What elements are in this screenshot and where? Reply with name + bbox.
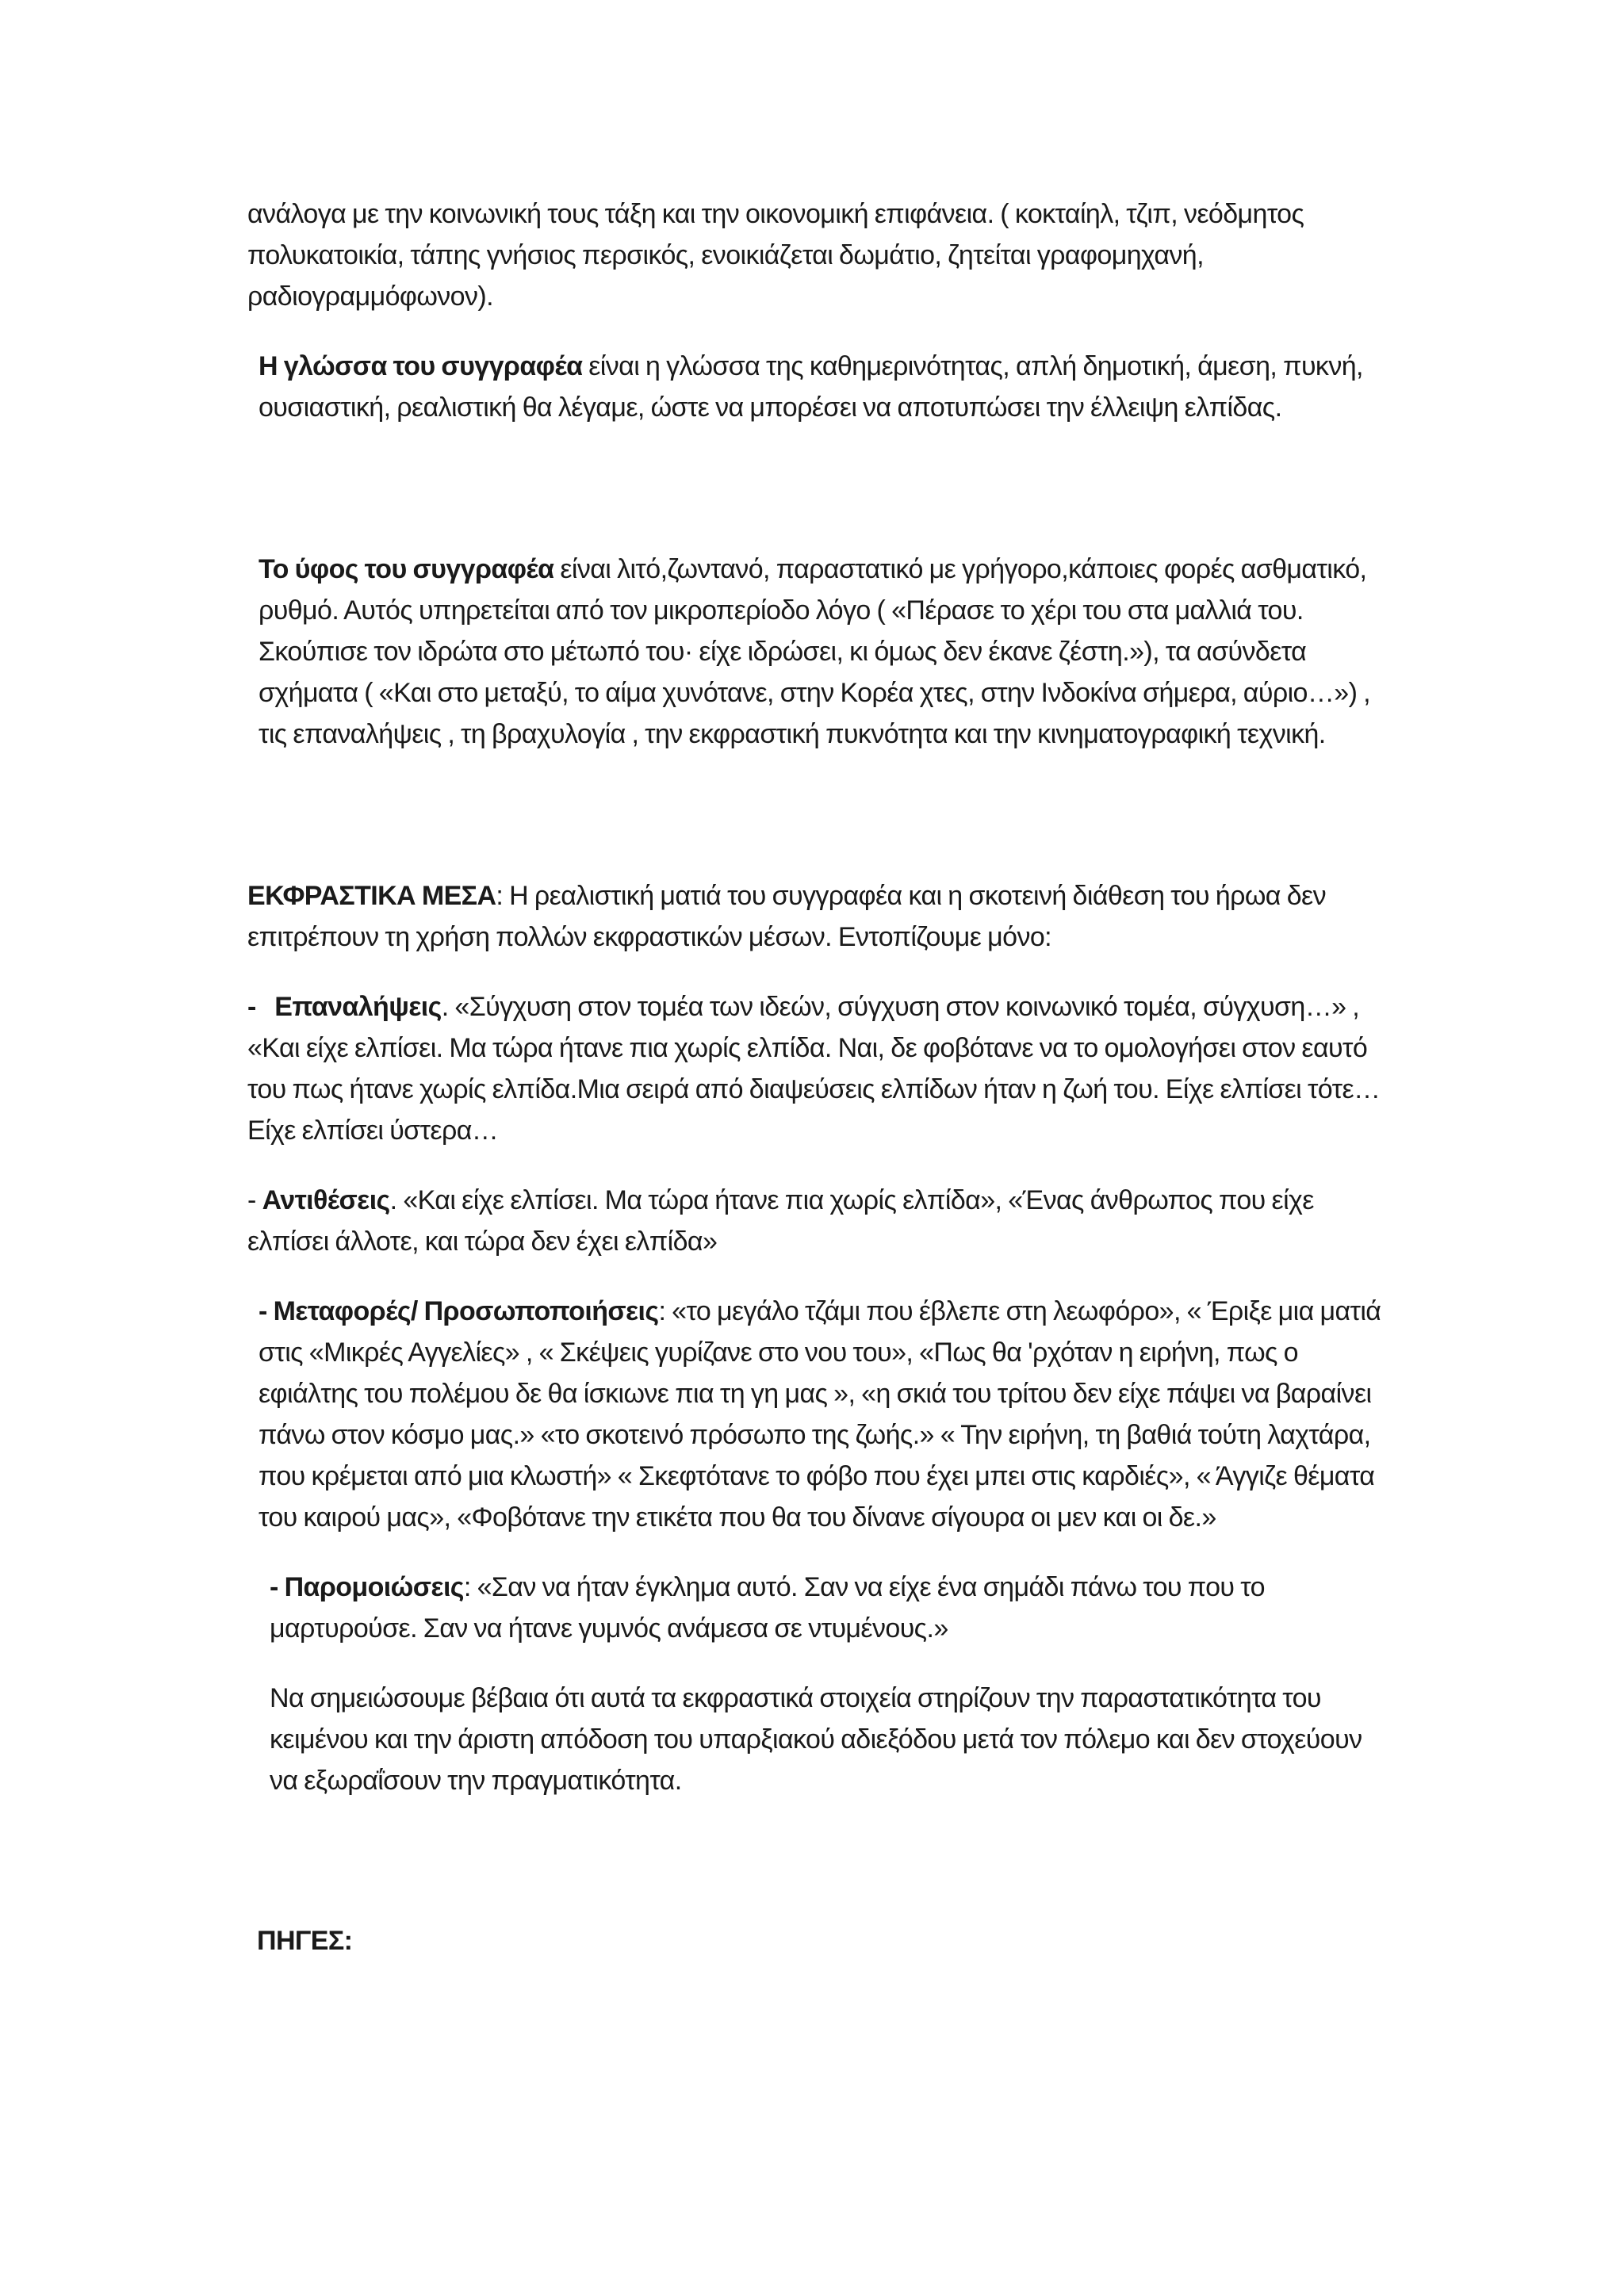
style-paragraph — [247, 549, 1389, 755]
antitheses-heading: Αντιθέσεις — [262, 1185, 390, 1215]
style-heading: Το ύφος του συγγραφέα — [259, 554, 554, 584]
style-text: είναι λιτό,ζωντανό, παραστατικό με γρήγορο,κάποιες φορές ασθματικό, ρυθμό. Αυτός υπηρετείται από τον μικροπερίοδο λόγο ( «Πέρασε το χέρι του στα μαλλιά του. Σκούπισε τον ιδρώτα στο μέτωπό του· είχε ιδρώσει, κι όμως δεν έκανε ζέστη.»), τα ασύνδετα σχήματα ( «Και στο μεταξύ, το αίμα χυνότανε, στην Κορέα χτες, στην Ινδοκίνα σήμερα, αύριο…») , τις επαναλήψεις , τη βραχυλογία , την εκφραστική πυκνότητα και την κινηματογραφική τεχνική. — [259, 554, 1370, 749]
repetitions-paragraph — [247, 986, 1389, 1151]
antitheses-paragraph — [247, 1180, 1389, 1262]
repetitions-text: . «Σύγχυση στον τομέα των ιδεών, σύγχυση στον κοινωνικό τομέα, σύγχυση…» , «Και είχε ελπίσει. Μα τώρα ήτανε πια χωρίς ελπίδα. Ναι, δε φοβότανε να το ομολογήσει στον εαυτό του πως ήτανε χωρίς ελπίδα.Μια σειρά από διαψεύσεις ελπίδων ήταν η ζωή του. Είχε ελπίσει τότε… Είχε ελπίσει ύστερα… — [247, 992, 1381, 1146]
language-text: είναι η γλώσσα της καθημερινότητας, απλή δημοτική, άμεση, πυκνή, ουσιαστική, ρεαλιστική θα λέγαμε, ώστε να μπορέσει να αποτυπώσει την έλλειψη ελπίδας. — [259, 351, 1363, 423]
intro-paragraph: ανάλογα με την κοινωνική τους τάξη και την οικονομική επιφάνεια. ( κοκταίηλ, τζιπ, νεόδμητος πολυκατοικία, τάπης γνήσιος περσικός, ενοικιάζεται δωμάτιο, ζητείται γραφομηχανή, ραδιογραμμόφωνον). — [247, 199, 1304, 312]
similes-text: : «Σαν να ήταν έγκλημα αυτό. Σαν να είχε ένα σημάδι πάνω του που το μαρτυρούσε. Σαν να ήτανε γυμνός ανάμεσα σε ντυμένους.» — [270, 1572, 1265, 1644]
language-heading: Η γλώσσα του συγγραφέα — [259, 351, 583, 381]
expressive-means-heading: ΕΚΦΡΑΣΤΙΚΑ ΜΕΣΑ — [247, 881, 496, 911]
metaphors-heading: - Μεταφορές/ Προσωποποιήσεις — [259, 1296, 659, 1326]
metaphors-text: : «το μεγάλο τζάμι που έβλεπε στη λεωφόρο», « Έριξε μια ματιά στις «Μικρές Αγγελίες» , « Σκέψεις γυρίζανε στο νου του», «Πως θα 'ρχόταν η ειρήνη, πως ο εφιάλτης του πολέμου δε θα ίσκιωνε πια τη γη μας », «η σκιά του τρίτου δεν είχε πάψει να βαραίνει πάνω στον κόσμο μας.» «το σκοτεινό πρόσωπο της ζωής.» « Την ειρήνη, τη βαθιά τούτη λαχτάρα, που κρέμεται από μια κλωστή» « Σκεφτότανε το φόβο που έχει μπει στις καρδιές», « Άγγιζε θέματα του καιρού μας», «Φοβότανε την ετικέτα που θα του δίνανε σίγουρα οι μεν και οι δε.» — [259, 1296, 1381, 1533]
antitheses-prefix: - — [247, 1185, 262, 1215]
document-page — [247, 193, 1389, 1961]
sources-heading-paragraph — [247, 1920, 1389, 1961]
expressive-means-paragraph — [247, 875, 1389, 958]
similes-heading: - Παρομοιώσεις — [270, 1572, 464, 1602]
repetitions-heading: - Επαναλήψεις — [247, 992, 442, 1022]
sources-heading: ΠΗΓΕΣ: — [257, 1926, 353, 1956]
language-paragraph — [247, 346, 1389, 428]
similes-paragraph — [247, 1567, 1389, 1649]
expressive-means-text: : Η ρεαλιστική ματιά του συγγραφέα και η σκοτεινή διάθεση του ήρωα δεν επιτρέπουν τη χρήση πολλών εκφραστικών μέσων. Εντοπίζουμε μόνο: — [247, 881, 1326, 952]
antitheses-text: . «Και είχε ελπίσει. Μα τώρα ήτανε πια χωρίς ελπίδα», «Ένας άνθρωπος που είχε ελπίσει άλλοτε, και τώρα δεν έχει ελπίδα» — [247, 1185, 1314, 1257]
metaphors-paragraph — [247, 1291, 1389, 1538]
conclusion-paragraph: Να σημειώσουμε βέβαια ότι αυτά τα εκφραστικά στοιχεία στηρίζουν την παραστατικότητα του κειμένου και την άριστη απόδοση του υπαρξιακού αδιεξόδου μετά τον πόλεμο και δεν στοχεύουν να εξωραΐσουν την πραγματικότητα. — [270, 1683, 1362, 1796]
